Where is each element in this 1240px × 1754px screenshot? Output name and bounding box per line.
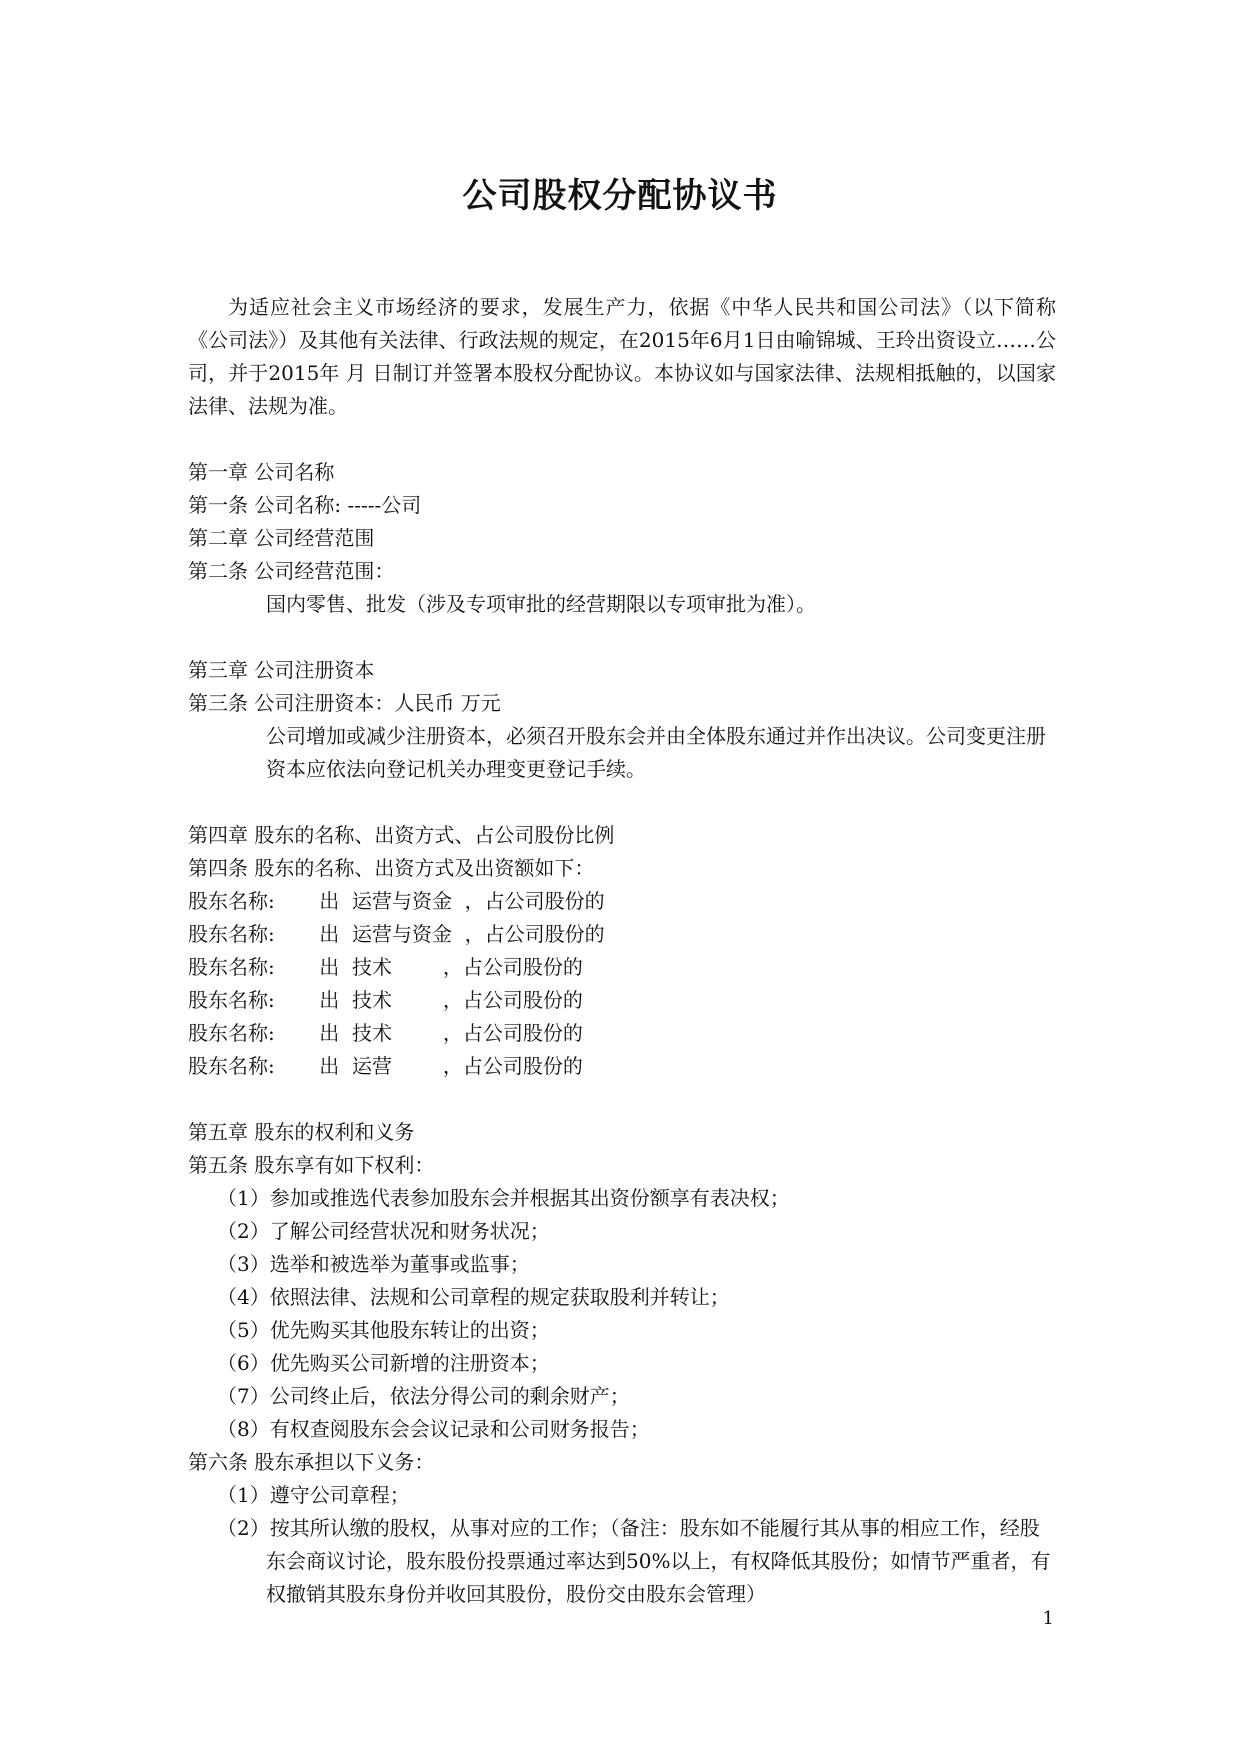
chapter-5-heading: 第五章 股东的权利和义务 <box>188 1120 415 1144</box>
document-title: 公司股权分配协议书 <box>462 176 778 216</box>
shareholder-row: 股东名称: 出 运营 ，占公司股份的 <box>188 1054 583 1078</box>
shareholder-row: 股东名称: 出 运营与资金 ，占公司股份的 <box>188 922 605 946</box>
shareholder-row: 股东名称: 出 技术 ，占公司股份的 <box>188 1021 583 1045</box>
rights-item: （8）有权查阅股东会会议记录和公司财务报告； <box>217 1417 650 1441</box>
rights-item: （5）优先购买其他股东转让的出资； <box>217 1318 550 1342</box>
rights-item: （7）公司终止后，依法分得公司的剩余财产； <box>217 1384 630 1408</box>
chapter-4-heading: 第四章 股东的名称、出资方式、占公司股份比例 <box>188 823 615 847</box>
article-3: 第三条 公司注册资本：人民币 万元 <box>188 691 501 715</box>
rights-item: （6）优先购买公司新增的注册资本； <box>217 1351 550 1375</box>
shareholder-row: 股东名称: 出 技术 ，占公司股份的 <box>188 988 583 1012</box>
duties-item: （1）遵守公司章程； <box>217 1483 410 1507</box>
article-2: 第二条 公司经营范围： <box>188 559 395 583</box>
chapter-2-heading: 第二章 公司经营范围 <box>188 526 375 550</box>
shareholder-row: 股东名称: 出 技术 ，占公司股份的 <box>188 955 583 979</box>
article-2-text: 国内零售、批发（涉及专项审批的经营期限以专项审批为准）。 <box>266 592 816 616</box>
article-5: 第五条 股东享有如下权利： <box>188 1153 435 1177</box>
chapter-3-heading: 第三章 公司注册资本 <box>188 658 375 682</box>
article-4: 第四条 股东的名称、出资方式及出资额如下： <box>188 856 595 880</box>
rights-item: （4）依照法律、法规和公司章程的规定获取股利并转让； <box>217 1285 730 1309</box>
rights-item: （3）选举和被选举为董事或监事； <box>217 1252 530 1276</box>
intro-paragraph: 为适应社会主义市场经济的要求，发展生产力，依据《中华人民共和国公司法》（以下简称《公司法》）及其他有关法律、行政法规的规定，在2015年6月1日由喻锦城、王玲出资设立……公司，并于2015年 月 日制订并签署本股权分配协议。本协议如与国家法律、法规相抵触的，以国家法律、法规为准。 <box>188 295 1056 418</box>
article-1: 第一条 公司名称: -----公司 <box>188 493 422 517</box>
page-number: 1 <box>1042 1608 1054 1629</box>
chapter-1-heading: 第一章 公司名称 <box>188 460 335 484</box>
article-3-text: 公司增加或减少注册资本，必须召开股东会并由全体股东通过并作出决议。公司变更注册资本应依法向登记机关办理变更登记手续。 <box>266 724 1046 781</box>
duties-item: （2）按其所认缴的股权，从事对应的工作；（备注：股东如不能履行其从事的相应工作，经股东会商议讨论，股东股份投票通过率达到50%以上，有权降低其股份；如情节严重者，有权撤销其股东身份并收回其股份，股份交由股东会管理） <box>217 1516 1051 1606</box>
shareholder-row: 股东名称: 出 运营与资金 ，占公司股份的 <box>188 889 605 913</box>
document-body <box>188 291 1056 1611</box>
rights-item: （2）了解公司经营状况和财务状况； <box>217 1219 550 1243</box>
article-6: 第六条 股东承担以下义务： <box>188 1450 435 1474</box>
rights-item: （1）参加或推选代表参加股东会并根据其出资份额享有表决权； <box>217 1186 790 1210</box>
